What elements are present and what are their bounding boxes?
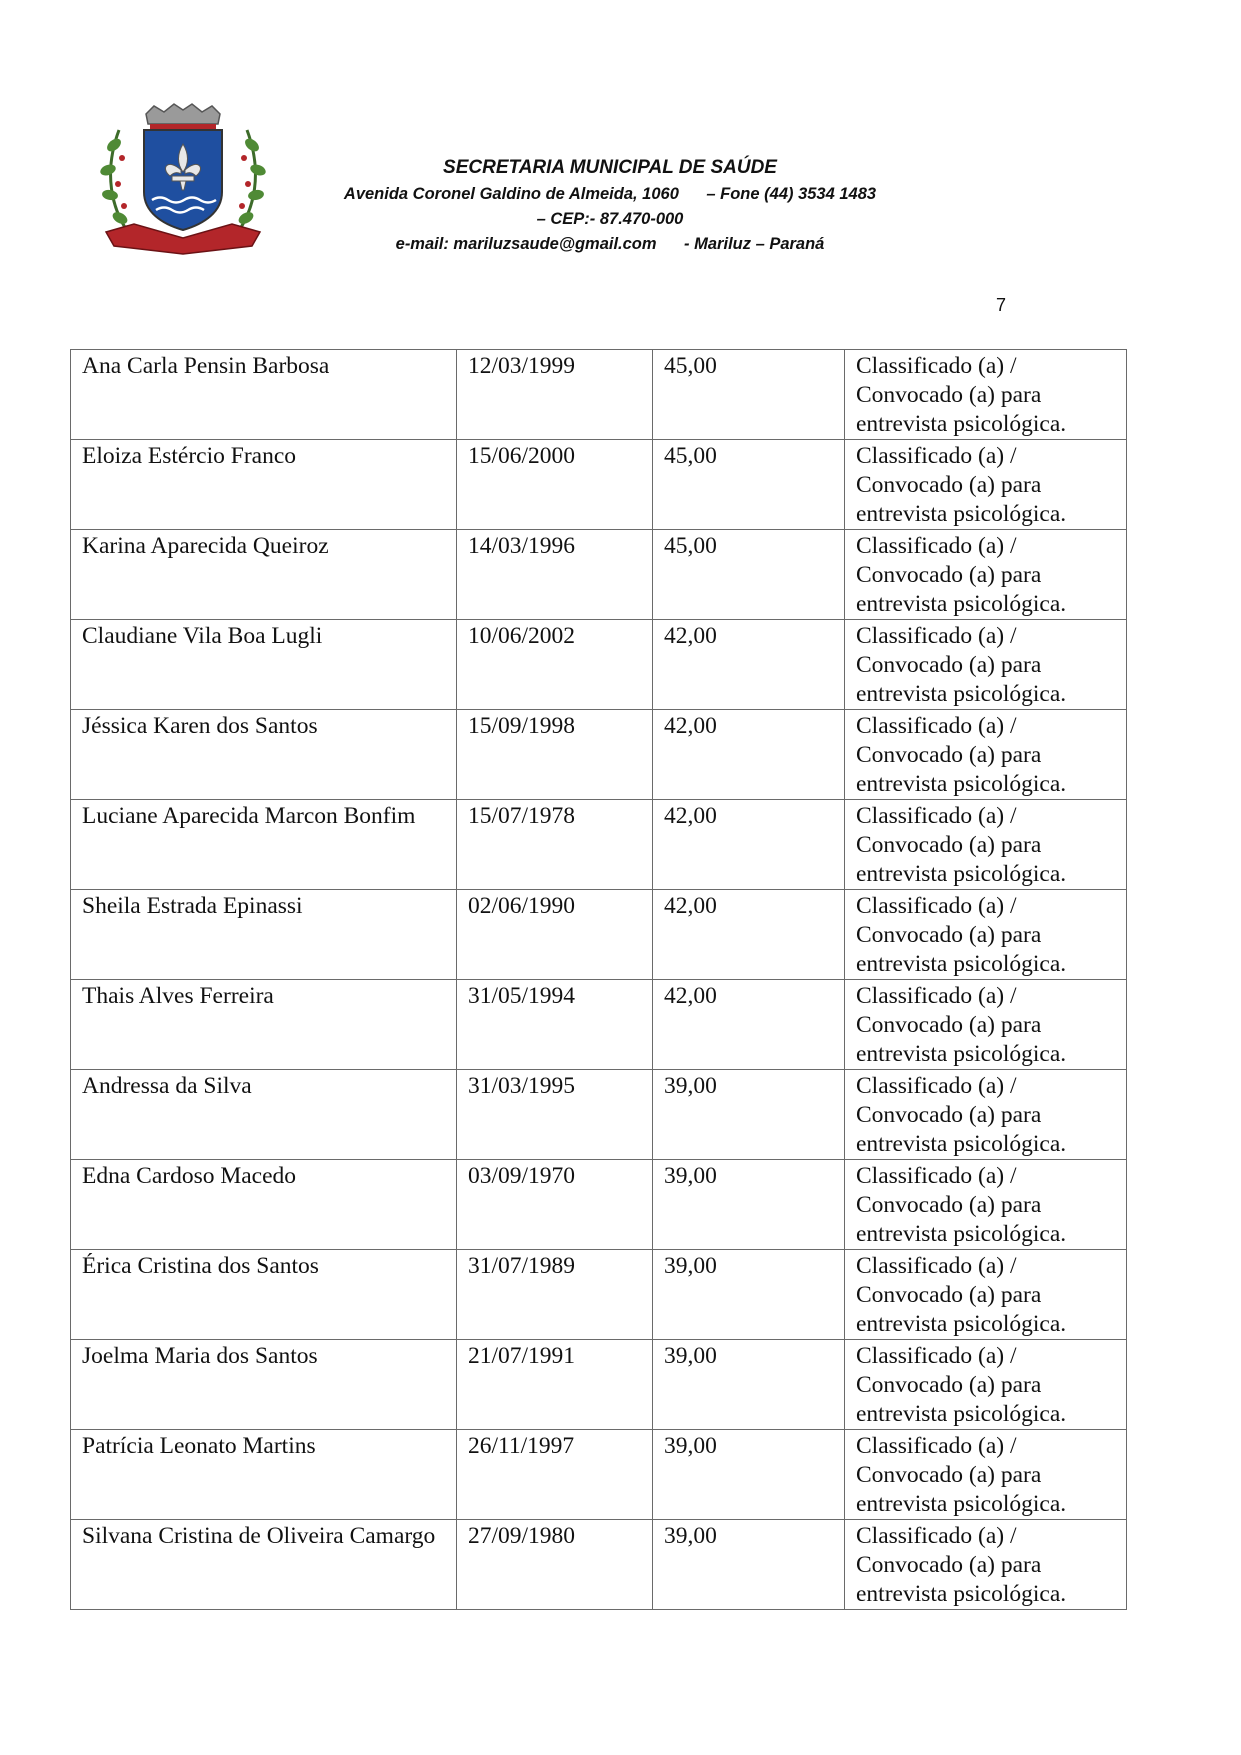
- status: Classificado (a) / Convocado (a) para entrevista psicológica.: [845, 710, 1127, 800]
- birth-date: 31/03/1995: [457, 1070, 653, 1160]
- table-row: [71, 350, 1127, 440]
- status: Classificado (a) / Convocado (a) para entrevista psicológica.: [845, 530, 1127, 620]
- results-table: [70, 349, 1127, 1610]
- birth-date: 21/07/1991: [457, 1340, 653, 1430]
- birth-date: 15/07/1978: [457, 800, 653, 890]
- table-row: [71, 800, 1127, 890]
- birth-date: 14/03/1996: [457, 530, 653, 620]
- score: 39,00: [653, 1430, 845, 1520]
- letterhead-title: SECRETARIA MUNICIPAL DE SAÚDE: [443, 157, 777, 178]
- table-row: [71, 1340, 1127, 1430]
- status: Classificado (a) / Convocado (a) para entrevista psicológica.: [845, 890, 1127, 980]
- candidate-name: Érica Cristina dos Santos: [71, 1250, 457, 1340]
- candidate-name: Thais Alves Ferreira: [71, 980, 457, 1070]
- score: 45,00: [653, 440, 845, 530]
- letterhead-cep: – CEP:- 87.470-000: [536, 210, 684, 228]
- score: 42,00: [653, 890, 845, 980]
- letterhead-address: Avenida Coronel Galdino de Almeida, 1060 – Fone (44) 3534 1483: [343, 185, 877, 203]
- status: Classificado (a) / Convocado (a) para entrevista psicológica.: [845, 980, 1127, 1070]
- status: Classificado (a) / Convocado (a) para entrevista psicológica.: [845, 800, 1127, 890]
- table-row: [71, 440, 1127, 530]
- birth-date: 27/09/1980: [457, 1520, 653, 1610]
- score: 45,00: [653, 350, 845, 440]
- score: 45,00: [653, 530, 845, 620]
- table-row: [71, 890, 1127, 980]
- table-row: [71, 1430, 1127, 1520]
- score: 39,00: [653, 1160, 845, 1250]
- birth-date: 15/06/2000: [457, 440, 653, 530]
- score: 42,00: [653, 800, 845, 890]
- birth-date: 31/05/1994: [457, 980, 653, 1070]
- score: 39,00: [653, 1250, 845, 1340]
- table-row: [71, 1520, 1127, 1610]
- table-row: [71, 1250, 1127, 1340]
- candidate-name: Silvana Cristina de Oliveira Camargo: [71, 1520, 457, 1610]
- candidate-name: Sheila Estrada Epinassi: [71, 890, 457, 980]
- score: 42,00: [653, 710, 845, 800]
- table-row: [71, 710, 1127, 800]
- candidate-name: Edna Cardoso Macedo: [71, 1160, 457, 1250]
- status: Classificado (a) / Convocado (a) para entrevista psicológica.: [845, 1070, 1127, 1160]
- candidate-name: Andressa da Silva: [71, 1070, 457, 1160]
- birth-date: 10/06/2002: [457, 620, 653, 710]
- candidate-name: Claudiane Vila Boa Lugli: [71, 620, 457, 710]
- status: Classificado (a) / Convocado (a) para entrevista psicológica.: [845, 1340, 1127, 1430]
- birth-date: 31/07/1989: [457, 1250, 653, 1340]
- table-row: [71, 1160, 1127, 1250]
- status: Classificado (a) / Convocado (a) para entrevista psicológica.: [845, 1520, 1127, 1610]
- candidate-name: Ana Carla Pensin Barbosa: [71, 350, 457, 440]
- score: 42,00: [653, 620, 845, 710]
- status: Classificado (a) / Convocado (a) para entrevista psicológica.: [845, 620, 1127, 710]
- table-row: [71, 980, 1127, 1070]
- candidate-name: Luciane Aparecida Marcon Bonfim: [71, 800, 457, 890]
- status: Classificado (a) / Convocado (a) para entrevista psicológica.: [845, 1250, 1127, 1340]
- birth-date: 15/09/1998: [457, 710, 653, 800]
- municipal-crest-logo: [94, 100, 272, 262]
- score: 42,00: [653, 980, 845, 1070]
- candidate-name: Patrícia Leonato Martins: [71, 1430, 457, 1520]
- letterhead: [260, 154, 960, 257]
- birth-date: 12/03/1999: [457, 350, 653, 440]
- score: 39,00: [653, 1340, 845, 1430]
- birth-date: 02/06/1990: [457, 890, 653, 980]
- candidate-name: Eloiza Estércio Franco: [71, 440, 457, 530]
- table-row: [71, 530, 1127, 620]
- birth-date: 03/09/1970: [457, 1160, 653, 1250]
- score: 39,00: [653, 1520, 845, 1610]
- candidate-name: Jéssica Karen dos Santos: [71, 710, 457, 800]
- status: Classificado (a) / Convocado (a) para entrevista psicológica.: [845, 440, 1127, 530]
- status: Classificado (a) / Convocado (a) para entrevista psicológica.: [845, 1160, 1127, 1250]
- table-row: [71, 1070, 1127, 1160]
- status: Classificado (a) / Convocado (a) para entrevista psicológica.: [845, 350, 1127, 440]
- candidate-name: Joelma Maria dos Santos: [71, 1340, 457, 1430]
- birth-date: 26/11/1997: [457, 1430, 653, 1520]
- score: 39,00: [653, 1070, 845, 1160]
- candidate-name: Karina Aparecida Queiroz: [71, 530, 457, 620]
- table-row: [71, 620, 1127, 710]
- status: Classificado (a) / Convocado (a) para entrevista psicológica.: [845, 1430, 1127, 1520]
- letterhead-contact: e-mail: mariluzsaude@gmail.com - Mariluz – Paraná: [395, 235, 825, 253]
- page-number: 7: [996, 295, 1007, 315]
